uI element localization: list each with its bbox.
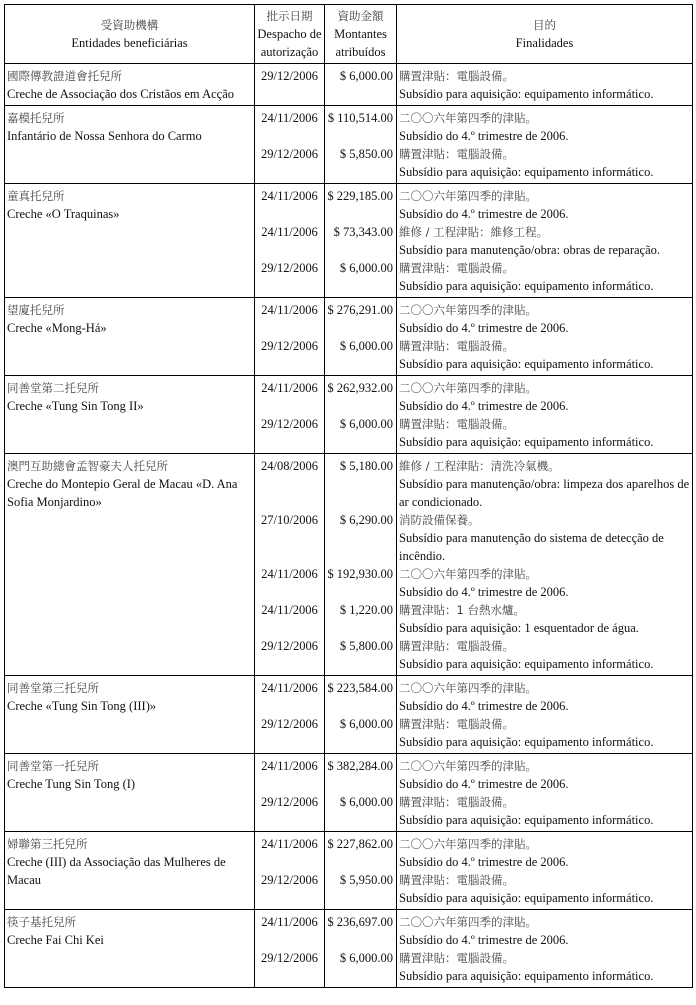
purpose-pt: Subsídio para aquisição: equipamento informático. xyxy=(399,813,654,827)
date-cell: 29/12/2006 xyxy=(255,637,325,676)
purpose-zh: 二〇〇六年第四季的津貼。 xyxy=(399,837,537,851)
entity-cell xyxy=(5,106,255,184)
purpose-pt: Subsídio do 4.º trimestre de 2006. xyxy=(399,129,569,143)
purpose-zh: 二〇〇六年第四季的津貼。 xyxy=(399,567,537,581)
purpose-zh: 維修 / 工程津貼：維修工程。 xyxy=(399,225,549,239)
purpose-pt: Subsídio do 4.º trimestre de 2006. xyxy=(399,699,569,713)
entity-name-zh: 同善堂第三托兒所 xyxy=(7,681,99,695)
entity-name-zh: 望廈托兒所 xyxy=(7,303,65,317)
purpose-zh: 購置津貼：電腦設備。 xyxy=(399,417,514,431)
purpose-zh: 購置津貼：電腦設備。 xyxy=(399,795,514,809)
date-cell: 29/12/2006 xyxy=(255,259,325,298)
purpose-pt: Subsídio para manutenção do sistema de detecção de incêndio. xyxy=(399,531,664,563)
table-row xyxy=(5,64,693,106)
purpose-zh: 二〇〇六年第四季的津貼。 xyxy=(399,381,537,395)
header-date-zh: 批示日期 xyxy=(266,9,313,23)
purpose-cell xyxy=(397,565,693,601)
purpose-pt: Subsídio para aquisição: equipamento informático. xyxy=(399,357,654,371)
purpose-cell xyxy=(397,793,693,832)
table-row xyxy=(5,454,693,512)
purpose-pt: Subsídio para aquisição: equipamento informático. xyxy=(399,165,654,179)
purpose-cell xyxy=(397,949,693,988)
header-purpose xyxy=(397,5,693,64)
date-cell: 29/12/2006 xyxy=(255,949,325,988)
date-cell: 29/12/2006 xyxy=(255,145,325,184)
entity-cell xyxy=(5,754,255,832)
entity-name-pt: Creche Tung Sin Tong (I) xyxy=(7,777,136,791)
purpose-cell xyxy=(397,415,693,454)
purpose-zh: 維修 / 工程津貼：清洗冷氣機。 xyxy=(399,459,560,473)
purpose-cell xyxy=(397,337,693,376)
purpose-pt: Subsídio do 4.º trimestre de 2006. xyxy=(399,585,569,599)
amount-cell: $ 276,291.00 xyxy=(325,298,397,338)
amount-cell: $ 236,697.00 xyxy=(325,910,397,950)
table-row xyxy=(5,676,693,716)
entity-name-pt: Creche «Mong-Há» xyxy=(7,321,107,335)
amount-cell: $ 262,932.00 xyxy=(325,376,397,416)
purpose-cell xyxy=(397,676,693,716)
amount-cell: $ 6,000.00 xyxy=(325,793,397,832)
purpose-pt: Subsídio do 4.º trimestre de 2006. xyxy=(399,855,569,869)
entity-cell xyxy=(5,376,255,454)
header-amount xyxy=(325,5,397,64)
purpose-pt: Subsídio para aquisição: equipamento informático. xyxy=(399,735,654,749)
purpose-zh: 二〇〇六年第四季的津貼。 xyxy=(399,111,537,125)
amount-cell: $ 6,000.00 xyxy=(325,415,397,454)
header-entity-zh: 受資助機構 xyxy=(100,18,159,32)
entity-name-pt: Infantário de Nossa Senhora do Carmo xyxy=(7,129,202,143)
entity-name-zh: 筷子基托兒所 xyxy=(7,915,76,929)
date-cell: 24/11/2006 xyxy=(255,676,325,716)
amount-cell: $ 5,950.00 xyxy=(325,871,397,910)
date-cell: 24/11/2006 xyxy=(255,754,325,794)
entity-name-zh: 同善堂第二托兒所 xyxy=(7,381,99,395)
table-row xyxy=(5,754,693,794)
amount-cell: $ 227,862.00 xyxy=(325,832,397,872)
subsidies-table xyxy=(4,4,693,988)
entity-name-zh: 國際傳教證道會托兒所 xyxy=(7,69,122,83)
entity-name-pt: Creche «Tung Sin Tong II» xyxy=(7,399,144,413)
date-cell: 24/11/2006 xyxy=(255,376,325,416)
purpose-cell xyxy=(397,454,693,512)
entity-name-zh: 澳門互助總會孟智豪夫人托兒所 xyxy=(7,459,168,473)
purpose-zh: 消防設備保養。 xyxy=(399,513,480,527)
amount-cell: $ 223,584.00 xyxy=(325,676,397,716)
entity-cell xyxy=(5,298,255,376)
header-amount-zh: 資助金額 xyxy=(337,9,384,23)
purpose-zh: 購置津貼：電腦設備。 xyxy=(399,69,514,83)
date-cell: 29/12/2006 xyxy=(255,337,325,376)
date-cell: 24/11/2006 xyxy=(255,910,325,950)
purpose-pt: Subsídio para manutenção/obra: limpeza dos aparelhos de ar condicionado. xyxy=(399,477,690,509)
entity-cell xyxy=(5,64,255,106)
purpose-cell xyxy=(397,637,693,676)
purpose-cell xyxy=(397,106,693,146)
table-row xyxy=(5,106,693,146)
table-row xyxy=(5,298,693,338)
purpose-pt: Subsídio para aquisição: equipamento informático. xyxy=(399,279,654,293)
date-cell: 24/08/2006 xyxy=(255,454,325,512)
amount-cell: $ 6,290.00 xyxy=(325,511,397,565)
date-cell: 24/11/2006 xyxy=(255,601,325,637)
purpose-zh: 二〇〇六年第四季的津貼。 xyxy=(399,759,537,773)
entity-name-pt: Creche de Associação dos Cristãos em Acção xyxy=(7,87,235,101)
purpose-pt: Subsídio para aquisição: 1 esquentador de água. xyxy=(399,621,639,635)
date-cell: 29/12/2006 xyxy=(255,715,325,754)
amount-cell: $ 110,514.00 xyxy=(325,106,397,146)
table-row xyxy=(5,376,693,416)
purpose-pt: Subsídio do 4.º trimestre de 2006. xyxy=(399,321,569,335)
purpose-zh: 購置津貼：電腦設備。 xyxy=(399,873,514,887)
entity-name-pt: Creche «O Traquinas» xyxy=(7,207,120,221)
date-cell: 24/11/2006 xyxy=(255,565,325,601)
entity-name-zh: 嘉模托兒所 xyxy=(7,111,65,125)
date-cell: 27/10/2006 xyxy=(255,511,325,565)
amount-cell: $ 5,850.00 xyxy=(325,145,397,184)
purpose-zh: 購置津貼：電腦設備。 xyxy=(399,717,514,731)
entity-name-zh: 童真托兒所 xyxy=(7,189,65,203)
header-entity-pt: Entidades beneficiárias xyxy=(71,36,188,50)
date-cell: 29/12/2006 xyxy=(255,793,325,832)
amount-cell: $ 6,000.00 xyxy=(325,64,397,106)
amount-cell: $ 6,000.00 xyxy=(325,715,397,754)
header-date xyxy=(255,5,325,64)
date-cell: 29/12/2006 xyxy=(255,871,325,910)
purpose-zh: 二〇〇六年第四季的津貼。 xyxy=(399,915,537,929)
amount-cell: $ 229,185.00 xyxy=(325,184,397,224)
entity-name-zh: 婦聯第三托兒所 xyxy=(7,837,88,851)
header-purpose-zh: 目的 xyxy=(533,18,556,32)
entity-name-pt: Creche «Tung Sin Tong (III)» xyxy=(7,699,157,713)
purpose-zh: 購置津貼：電腦設備。 xyxy=(399,951,514,965)
date-cell: 29/12/2006 xyxy=(255,64,325,106)
purpose-pt: Subsídio do 4.º trimestre de 2006. xyxy=(399,207,569,221)
purpose-zh: 購置津貼：1 台熱水爐。 xyxy=(399,603,525,617)
purpose-cell xyxy=(397,715,693,754)
purpose-pt: Subsídio para aquisição: equipamento informático. xyxy=(399,891,654,905)
purpose-cell xyxy=(397,184,693,224)
table-row xyxy=(5,832,693,872)
amount-cell: $ 382,284.00 xyxy=(325,754,397,794)
date-cell: 24/11/2006 xyxy=(255,223,325,259)
entity-cell xyxy=(5,910,255,988)
purpose-zh: 購置津貼：電腦設備。 xyxy=(399,639,514,653)
entity-cell xyxy=(5,676,255,754)
date-cell: 29/12/2006 xyxy=(255,415,325,454)
amount-cell: $ 6,000.00 xyxy=(325,337,397,376)
purpose-cell xyxy=(397,871,693,910)
purpose-pt: Subsídio do 4.º trimestre de 2006. xyxy=(399,777,569,791)
purpose-cell xyxy=(397,223,693,259)
purpose-pt: Subsídio do 4.º trimestre de 2006. xyxy=(399,399,569,413)
purpose-zh: 購置津貼：電腦設備。 xyxy=(399,339,514,353)
amount-cell: $ 6,000.00 xyxy=(325,259,397,298)
purpose-cell xyxy=(397,376,693,416)
amount-cell: $ 1,220.00 xyxy=(325,601,397,637)
purpose-pt: Subsídio para aquisição: equipamento informático. xyxy=(399,969,654,983)
purpose-pt: Subsídio para aquisição: equipamento informático. xyxy=(399,657,654,671)
purpose-cell xyxy=(397,145,693,184)
purpose-zh: 二〇〇六年第四季的津貼。 xyxy=(399,189,537,203)
purpose-cell xyxy=(397,754,693,794)
purpose-cell xyxy=(397,64,693,106)
purpose-pt: Subsídio para aquisição: equipamento informático. xyxy=(399,87,654,101)
purpose-cell xyxy=(397,298,693,338)
header-date-pt: Despacho de autorização xyxy=(257,27,322,59)
entity-name-pt: Creche Fai Chi Kei xyxy=(7,933,104,947)
purpose-cell xyxy=(397,601,693,637)
purpose-cell xyxy=(397,832,693,872)
amount-cell: $ 192,930.00 xyxy=(325,565,397,601)
entity-name-pt: Creche do Montepio Geral de Macau «D. Ana Sofia Monjardino» xyxy=(7,477,238,509)
amount-cell: $ 5,800.00 xyxy=(325,637,397,676)
table-body xyxy=(5,64,693,988)
purpose-cell xyxy=(397,910,693,950)
purpose-pt: Subsídio para manutenção/obra: obras de reparação. xyxy=(399,243,661,257)
header-purpose-pt: Finalidades xyxy=(515,36,574,50)
date-cell: 24/11/2006 xyxy=(255,184,325,224)
date-cell: 24/11/2006 xyxy=(255,298,325,338)
header-entity xyxy=(5,5,255,64)
entity-cell xyxy=(5,454,255,676)
amount-cell: $ 6,000.00 xyxy=(325,949,397,988)
table-row xyxy=(5,184,693,224)
table-row xyxy=(5,910,693,950)
entity-cell xyxy=(5,832,255,910)
purpose-zh: 二〇〇六年第四季的津貼。 xyxy=(399,681,537,695)
table-header xyxy=(5,5,693,64)
purpose-zh: 購置津貼：電腦設備。 xyxy=(399,147,514,161)
purpose-zh: 購置津貼：電腦設備。 xyxy=(399,261,514,275)
entity-cell xyxy=(5,184,255,298)
purpose-zh: 二〇〇六年第四季的津貼。 xyxy=(399,303,537,317)
date-cell: 24/11/2006 xyxy=(255,106,325,146)
purpose-cell xyxy=(397,259,693,298)
purpose-cell xyxy=(397,511,693,565)
entity-name-pt: Creche (III) da Associação das Mulheres de Macau xyxy=(7,855,226,887)
entity-name-zh: 同善堂第一托兒所 xyxy=(7,759,99,773)
date-cell: 24/11/2006 xyxy=(255,832,325,872)
purpose-pt: Subsídio do 4.º trimestre de 2006. xyxy=(399,933,569,947)
header-amount-pt: Montantes atribuídos xyxy=(334,27,387,59)
amount-cell: $ 5,180.00 xyxy=(325,454,397,512)
amount-cell: $ 73,343.00 xyxy=(325,223,397,259)
purpose-pt: Subsídio para aquisição: equipamento informático. xyxy=(399,435,654,449)
